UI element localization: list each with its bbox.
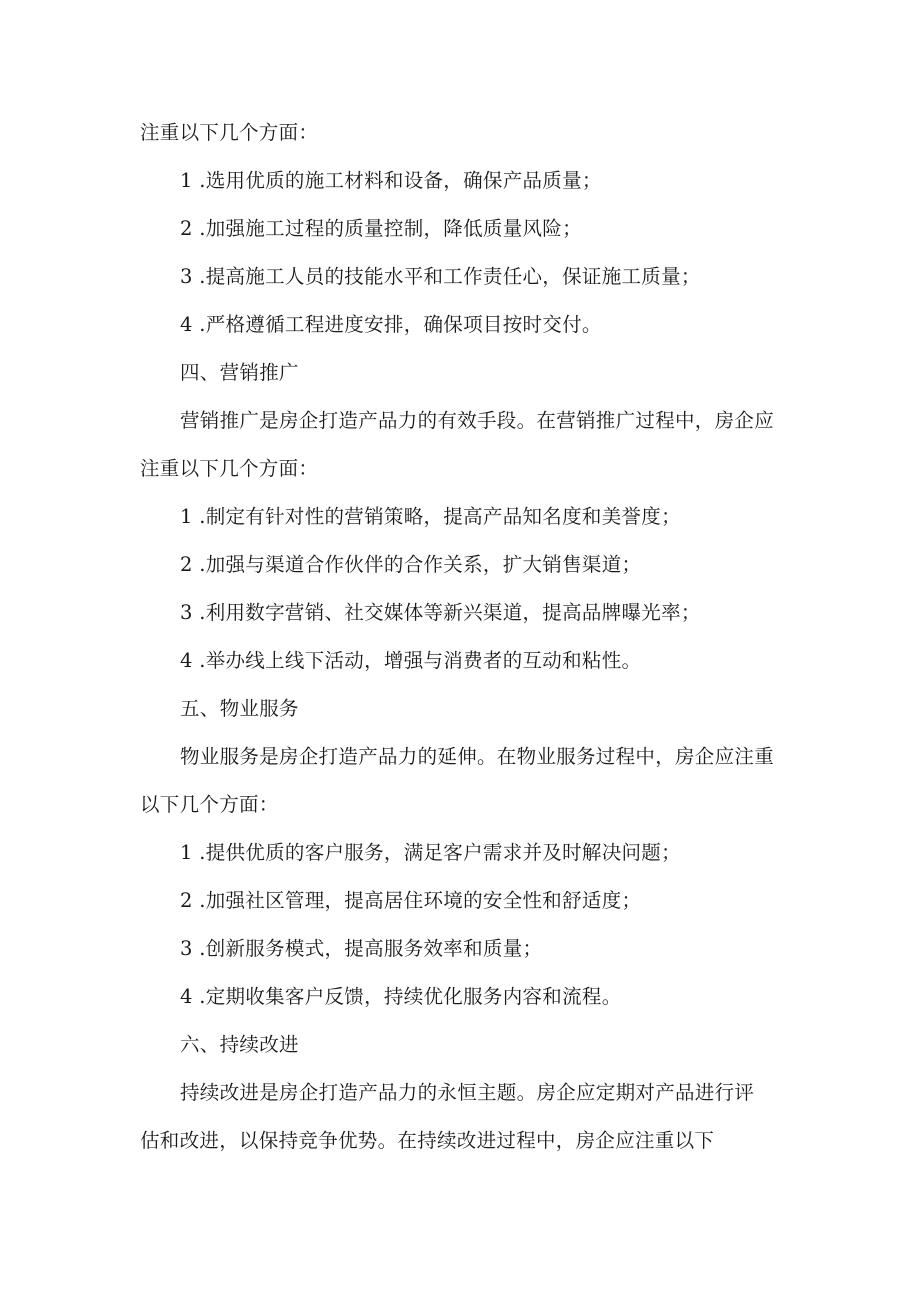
list-item: 1 .选用优质的施工材料和设备，确保产品质量；: [180, 169, 602, 192]
paragraph-line: 注重以下几个方面：: [140, 457, 319, 480]
paragraph-line: 营销推广是房企打造产品力的有效手段。在营销推广过程中，房企应: [180, 409, 775, 432]
list-item: 1 .制定有针对性的营销策略，提高产品知名度和美誉度；: [180, 505, 681, 528]
list-item: 2 .加强施工过程的质量控制，降低质量风险；: [180, 217, 582, 240]
list-item: 4 .定期收集客户反馈，持续优化服务内容和流程。: [180, 985, 622, 1008]
list-item: 3 .利用数字营销、社交媒体等新兴渠道，提高品牌曝光率；: [180, 601, 701, 624]
section-heading: 六、持续改进: [180, 1033, 299, 1056]
paragraph-line: 以下几个方面：: [140, 793, 279, 816]
list-item: 4 .举办线上线下活动，增强与消费者的互动和粘性。: [180, 649, 642, 672]
section-heading: 四、营销推广: [180, 361, 299, 384]
paragraph-line: 注重以下几个方面：: [140, 121, 319, 144]
list-item: 1 .提供优质的客户服务，满足客户需求并及时解决问题；: [180, 841, 681, 864]
paragraph-line: 估和改进，以保持竞争优势。在持续改进过程中，房企应注重以下: [140, 1129, 715, 1152]
paragraph-line: 持续改进是房企打造产品力的永恒主题。房企应定期对产品进行评: [180, 1081, 755, 1104]
paragraph-line: 物业服务是房企打造产品力的延伸。在物业服务过程中，房企应注重: [180, 745, 775, 768]
section-heading: 五、物业服务: [180, 697, 299, 720]
list-item: 4 .严格遵循工程进度安排，确保项目按时交付。: [180, 313, 602, 336]
list-item: 3 .提高施工人员的技能水平和工作责任心，保证施工质量；: [180, 265, 701, 288]
list-item: 2 .加强与渠道合作伙伴的合作关系，扩大销售渠道；: [180, 553, 642, 576]
list-item: 2 .加强社区管理，提高居住环境的安全性和舒适度；: [180, 889, 642, 912]
list-item: 3 .创新服务模式，提高服务效率和质量；: [180, 937, 543, 960]
